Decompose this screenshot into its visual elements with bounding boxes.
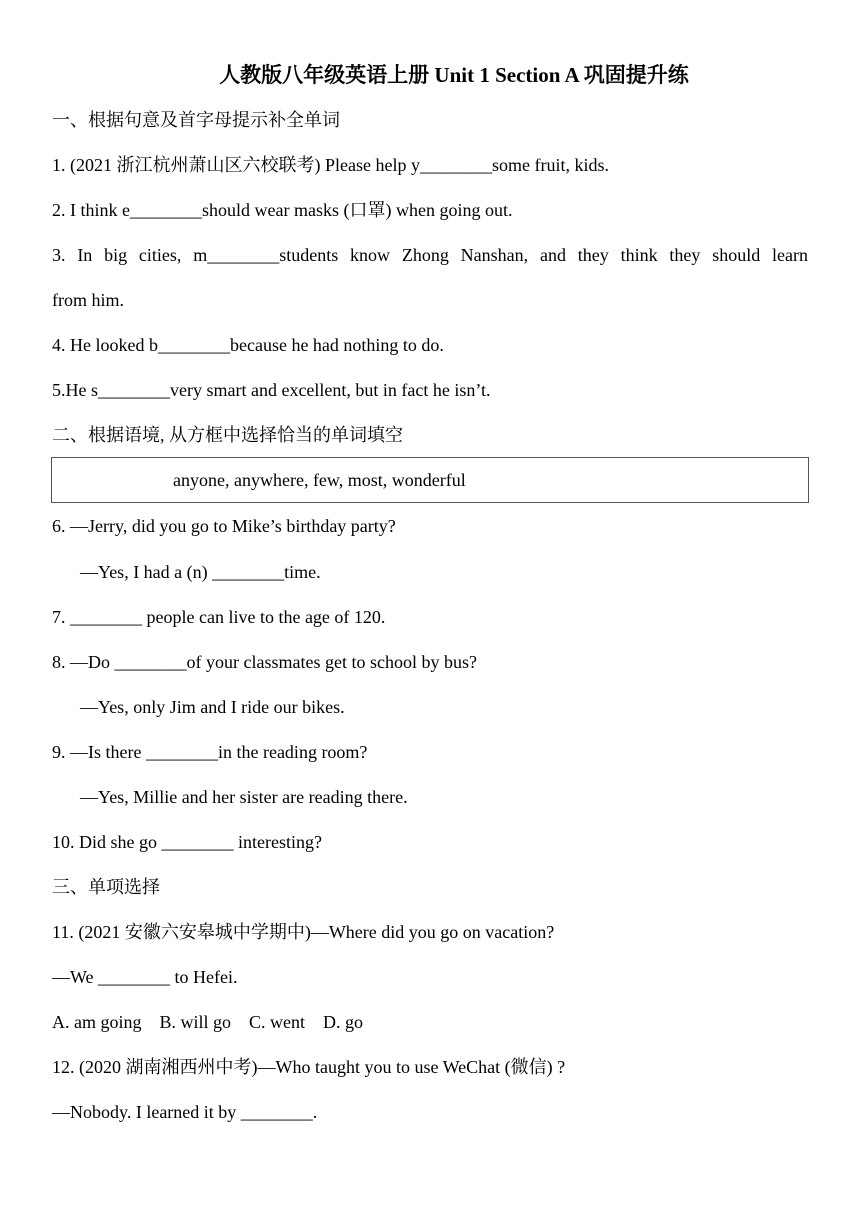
question-6-prompt: 6. —Jerry, did you go to Mike’s birthday party? <box>52 516 396 536</box>
section2-heading: 二、根据语境, 从方框中选择恰当的单词填空 <box>52 425 403 445</box>
word-bank-box <box>51 457 809 503</box>
question-8-prompt: 8. —Do ________of your classmates get to school by bus? <box>52 652 477 672</box>
question-8-reply: —Yes, only Jim and I ride our bikes. <box>80 697 345 717</box>
question-9-reply: —Yes, Millie and her sister are reading there. <box>80 787 408 807</box>
question-11-prompt: 11. (2021 安徽六安皋城中学期中)—Where did you go on vacation? <box>52 922 555 942</box>
question-11-reply: —We ________ to Hefei. <box>52 967 238 987</box>
question-6-reply: —Yes, I had a (n) ________time. <box>80 562 321 582</box>
question-11-options: A. am going B. will go C. went D. go <box>52 1012 363 1032</box>
question-2: 2. I think e________should wear masks (口罩) when going out. <box>52 200 513 220</box>
question-1: 1. (2021 浙江杭州萧山区六校联考) Please help y________some fruit, kids. <box>52 155 609 175</box>
question-7: 7. ________ people can live to the age of 120. <box>52 607 386 627</box>
question-4: 4. He looked b________because he had nothing to do. <box>52 335 444 355</box>
section3-heading: 三、单项选择 <box>52 877 160 897</box>
word-bank-text: anyone, anywhere, few, most, wonderful <box>173 470 466 490</box>
question-12-prompt: 12. (2020 湖南湘西州中考)—Who taught you to use WeChat (微信) ? <box>52 1057 566 1077</box>
question-5: 5.He s________very smart and excellent, but in fact he isn’t. <box>52 380 491 400</box>
page-title: 人教版八年级英语上册 Unit 1 Section A 巩固提升练 <box>219 63 689 87</box>
section1-heading: 一、根据句意及首字母提示补全单词 <box>52 110 340 130</box>
question-3-line-2: from him. <box>52 290 124 310</box>
question-12-reply: —Nobody. I learned it by ________. <box>52 1102 318 1122</box>
question-9-prompt: 9. —Is there ________in the reading room? <box>52 742 368 762</box>
question-3-line-1: 3. In big cities, m________students know Zhong Nanshan, and they think they should learn <box>52 245 808 265</box>
question-10: 10. Did she go ________ interesting? <box>52 832 322 852</box>
